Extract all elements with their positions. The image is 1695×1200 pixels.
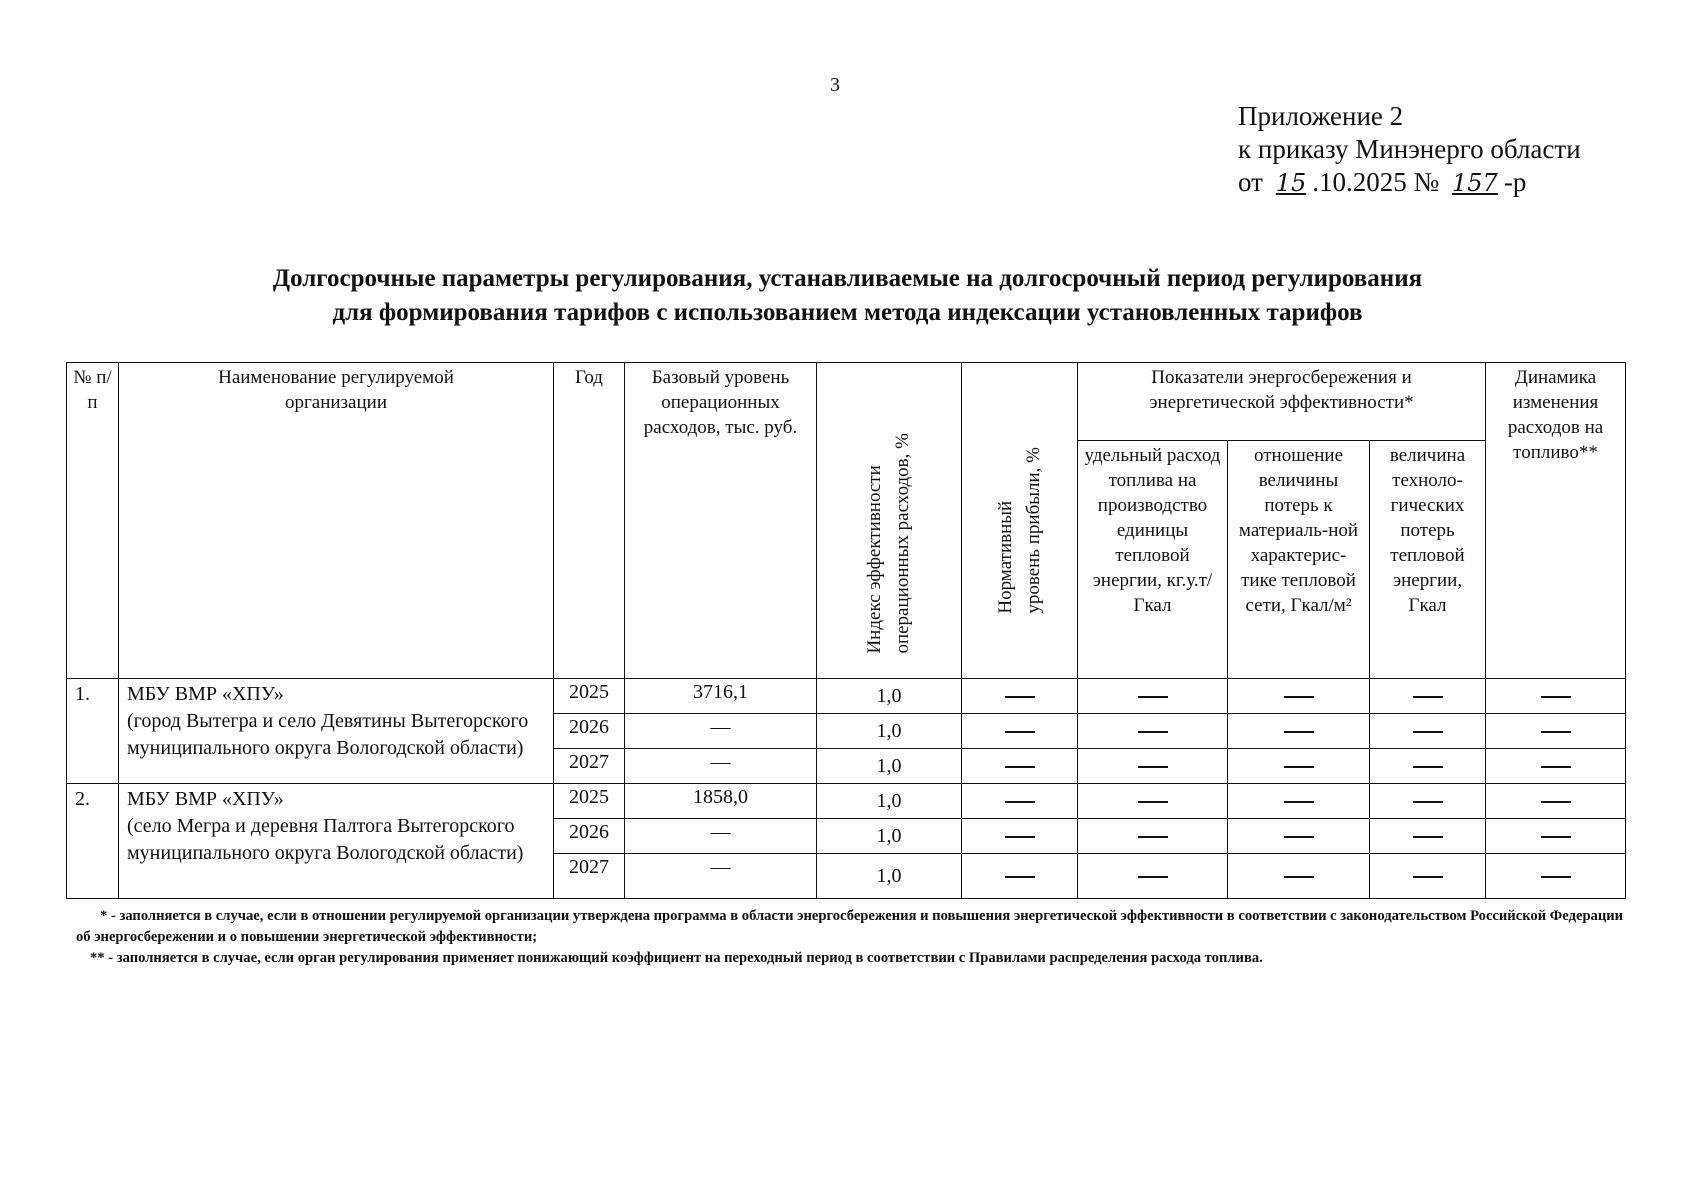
cell-empty <box>962 854 1078 899</box>
cell-empty <box>1078 784 1228 819</box>
cell-empty <box>1486 749 1626 784</box>
cell-empty <box>1078 714 1228 749</box>
cell-empty <box>1486 714 1626 749</box>
cell-empty <box>1370 819 1486 854</box>
cell-empty <box>1370 854 1486 899</box>
row-1-base-2025: 3716,1 <box>625 679 817 714</box>
order-number: 157 <box>1452 169 1498 197</box>
cell-empty <box>1078 854 1228 899</box>
row-1-base-2026: — <box>625 714 817 749</box>
cell-empty <box>1370 784 1486 819</box>
row-2-num: 2. <box>67 784 119 899</box>
row-1-org: МБУ ВМР «ХПУ» (город Вытегра и село Девятины Вытегорского муниципального округа Вологодской области) <box>119 679 554 784</box>
cell-empty <box>962 679 1078 714</box>
row-1-index-2026: 1,0 <box>817 714 962 749</box>
row-1-base-2027: — <box>625 749 817 784</box>
cell-empty <box>1486 784 1626 819</box>
row-2-base-2025: 1858,0 <box>625 784 817 819</box>
row-2-base-2026: — <box>625 819 817 854</box>
date-prefix: от <box>1238 167 1263 197</box>
header-base: Базовый уровень операционных расходов, тыс. руб. <box>625 363 817 679</box>
cell-empty <box>1078 679 1228 714</box>
appendix-order-ref: к приказу Минэнерго области <box>1238 134 1581 164</box>
cell-empty <box>1370 679 1486 714</box>
row-2-index-2026: 1,0 <box>817 819 962 854</box>
header-energy-group: Показатели энергосбережения и энергетической эффективности* <box>1078 363 1486 441</box>
header-loss-ratio: отношение величины потерь к материаль-ной характерис-тике тепловой сети, Гкал/м² <box>1228 441 1370 679</box>
cell-empty <box>1228 714 1370 749</box>
cell-empty <box>1078 819 1228 854</box>
cell-empty <box>1486 679 1626 714</box>
cell-empty <box>962 819 1078 854</box>
header-tech-loss: величина техноло-гических потерь тепловой энергии, Гкал <box>1370 441 1486 679</box>
header-fuel-dynamics: Динамика изменения расходов на топливо** <box>1486 363 1626 679</box>
cell-empty <box>962 714 1078 749</box>
title-line-2: для формирования тарифов с использованием метода индексации установленных тарифов <box>332 299 1363 326</box>
row-2-year-2026: 2026 <box>554 819 625 854</box>
row-2-base-2027: — <box>625 854 817 899</box>
row-2-org: МБУ ВМР «ХПУ» (село Мегра и деревня Палтога Вытегорского муниципального округа Вологодской области) <box>119 784 554 899</box>
cell-empty <box>962 749 1078 784</box>
row-1-index-2025: 1,0 <box>817 679 962 714</box>
cell-empty <box>1078 749 1228 784</box>
appendix-title: Приложение 2 <box>1238 101 1404 131</box>
footnotes <box>76 906 1636 969</box>
header-year: Год <box>554 363 625 679</box>
cell-empty <box>1228 819 1370 854</box>
cell-empty <box>1370 714 1486 749</box>
header-fuel-rate: удельный расход топлива на производство единицы тепловой энергии, кг.у.т/Гкал <box>1078 441 1228 679</box>
cell-empty <box>1370 749 1486 784</box>
row-2-index-2027: 1,0 <box>817 854 962 899</box>
row-1-num: 1. <box>67 679 119 784</box>
appendix-date-line <box>1238 166 1581 200</box>
cell-empty <box>1228 854 1370 899</box>
cell-empty <box>1228 784 1370 819</box>
date-day: 15 <box>1275 169 1307 197</box>
row-2-year-2025: 2025 <box>554 784 625 819</box>
cell-empty <box>962 784 1078 819</box>
row-1-year-2025: 2025 <box>554 679 625 714</box>
appendix-block <box>1238 100 1581 200</box>
cell-empty <box>1228 749 1370 784</box>
cell-empty <box>1486 854 1626 899</box>
row-1-index-2027: 1,0 <box>817 749 962 784</box>
title-line-1: Долгосрочные параметры регулирования, устанавливаемые на долгосрочный период регулирования <box>272 265 1423 292</box>
row-2-year-2027: 2027 <box>554 854 625 899</box>
row-1-year-2027: 2027 <box>554 749 625 784</box>
cell-empty <box>1228 679 1370 714</box>
cell-empty <box>1486 819 1626 854</box>
footnote-2: ** - заполняется в случае, если орган регулирования применяет понижающий коэффициент на переходный период в соответствии с Правилами распределения расхода топлива. <box>90 950 1263 966</box>
row-1-year-2026: 2026 <box>554 714 625 749</box>
document-title <box>100 262 1595 330</box>
parameters-table <box>66 362 1626 899</box>
page-number: 3 <box>830 74 840 96</box>
footnote-1: * - заполняется в случае, если в отношении регулируемой организации утверждена программа в области энергосбережения и повышения энергетической эффективности в соответствии с законодательством Российской Федерации об энергосбережении и о повышении энергетической эффективности; <box>76 908 1624 945</box>
header-num: № п/п <box>67 363 119 679</box>
header-index: Индекс эффективности операционных расходов, % <box>817 363 962 679</box>
order-suffix: -р <box>1503 167 1527 197</box>
row-2-index-2025: 1,0 <box>817 784 962 819</box>
header-org: Наименование регулируемой организации <box>119 363 554 679</box>
date-rest: .10.2025 № <box>1312 167 1440 197</box>
header-profit: Нормативный уровень прибыли, % <box>962 363 1078 679</box>
